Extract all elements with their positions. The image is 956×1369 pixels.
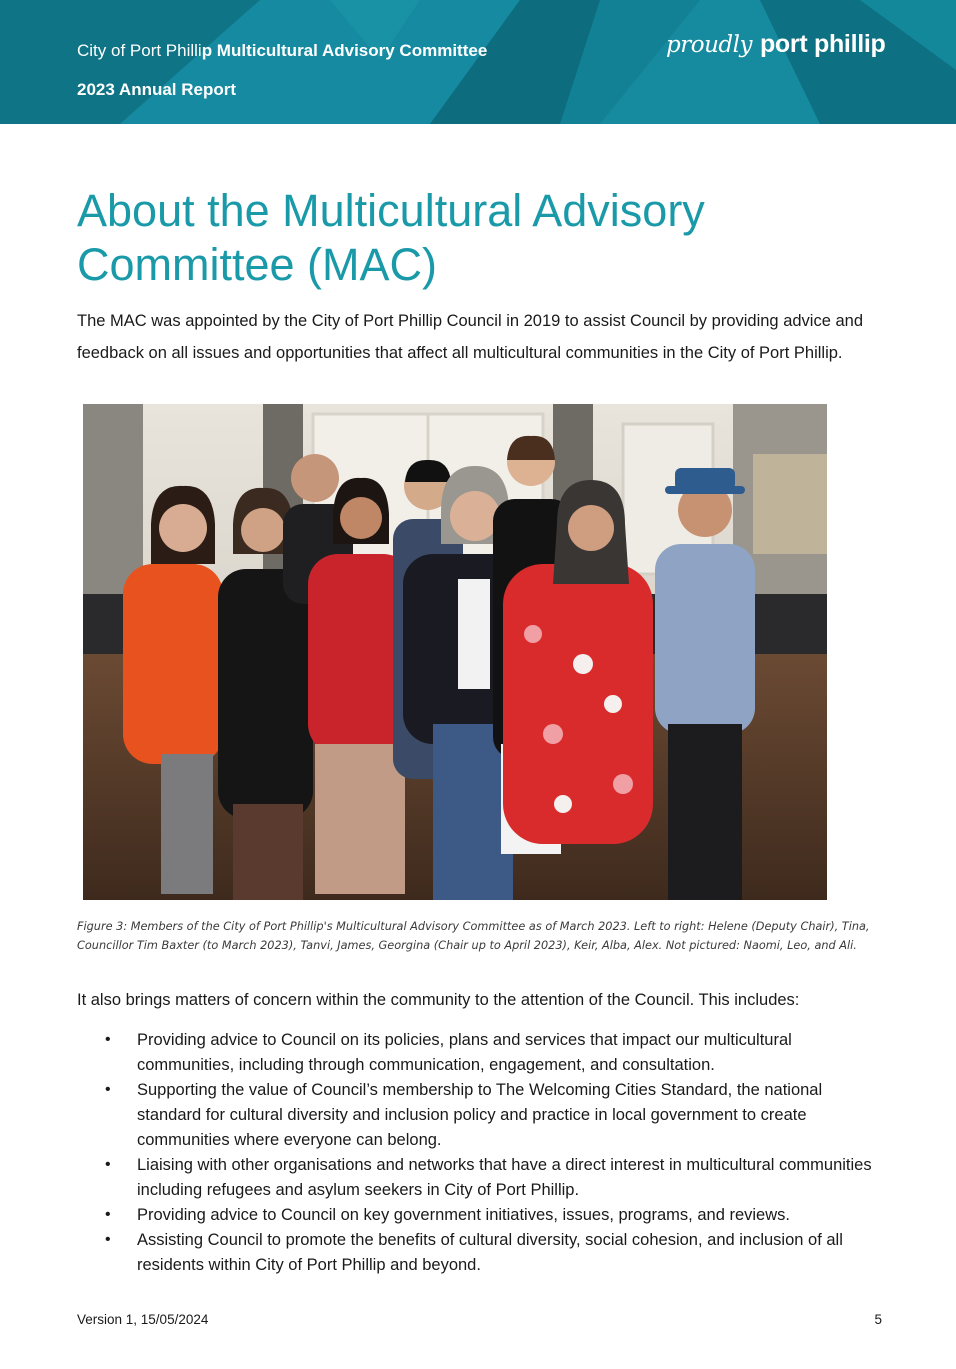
- list-item-text: Providing advice to Council on its policies, plans and services that impact our multicultural communities, including through communication, engagement, and consultation.: [137, 1031, 792, 1074]
- header-org-bold: p Multicultural Advisory Committee: [201, 41, 488, 60]
- list-item-text: Assisting Council to promote the benefits of cultural diversity, social cohesion, and inclusion of all residents within City of Port Phillip and beyond.: [137, 1231, 843, 1275]
- list-item-text: Providing advice to Council on key government initiatives, issues, programs, and reviews.: [137, 1206, 790, 1225]
- page-title: About the Multicultural Advisory Committee (MAC): [77, 185, 705, 290]
- group-photo-illustration: [83, 404, 827, 900]
- footer-version: Version 1, 15/05/2024: [77, 1312, 209, 1327]
- header-org-prefix: City of Port Philli: [77, 41, 202, 60]
- bullet-marker: •: [105, 1155, 111, 1173]
- header-report-title: 2023 Annual Report: [77, 80, 237, 99]
- committee-group-photo: [83, 404, 827, 900]
- figure-caption: Figure 3: Members of the City of Port Phillip's Multicultural Advisory Committee as of March 2023. Left to right: Helene (Deputy Chair), Tina, Councillor Tim Baxter (to March 2023), Tanvi, James, Georgina (Chair up to April 2023), Keir, Alba, Alex. Not pictured: Naomi, Leo, and Ali.: [77, 920, 870, 952]
- bullet-marker: •: [105, 1031, 111, 1048]
- logo-bold-text: port phillip: [759, 30, 886, 58]
- bullet-marker: •: [105, 1206, 111, 1224]
- header-committee-name: [77, 41, 487, 61]
- bullet-marker: •: [105, 1081, 111, 1099]
- intro-paragraph: The MAC was appointed by the City of Port Phillip Council in 2019 to assist Council by providing advice and feedback on all issues and opportunities that affect all multicultural communities in the City of Port Phillip.: [77, 312, 863, 362]
- list-item: [77, 1203, 889, 1228]
- logo-script-text: proudly: [666, 32, 752, 58]
- header-geometric-background: [0, 0, 956, 124]
- footer-page-number: 5: [874, 1312, 882, 1327]
- page-header: [0, 0, 956, 124]
- list-item: [77, 1028, 889, 1078]
- list-item: [77, 1078, 889, 1152]
- proudly-port-phillip-logo: [666, 30, 886, 59]
- list-item-text: Liaising with other organisations and networks that have a direct interest in multicultural communities including refugees and asylum seekers in City of Port Phillip.: [137, 1155, 872, 1199]
- bullet-marker: •: [105, 1231, 111, 1249]
- lead-sentence: It also brings matters of concern within the community to the attention of the Council. This includes:: [77, 991, 800, 1009]
- list-item: [77, 1153, 889, 1203]
- list-item: [77, 1228, 889, 1278]
- list-item-text: Supporting the value of Council’s membership to The Welcoming Cities Standard, the national standard for cultural diversity and inclusion policy and practice in local government to create communities where everyone can belong.: [137, 1081, 823, 1149]
- responsibilities-list: [77, 1028, 889, 1278]
